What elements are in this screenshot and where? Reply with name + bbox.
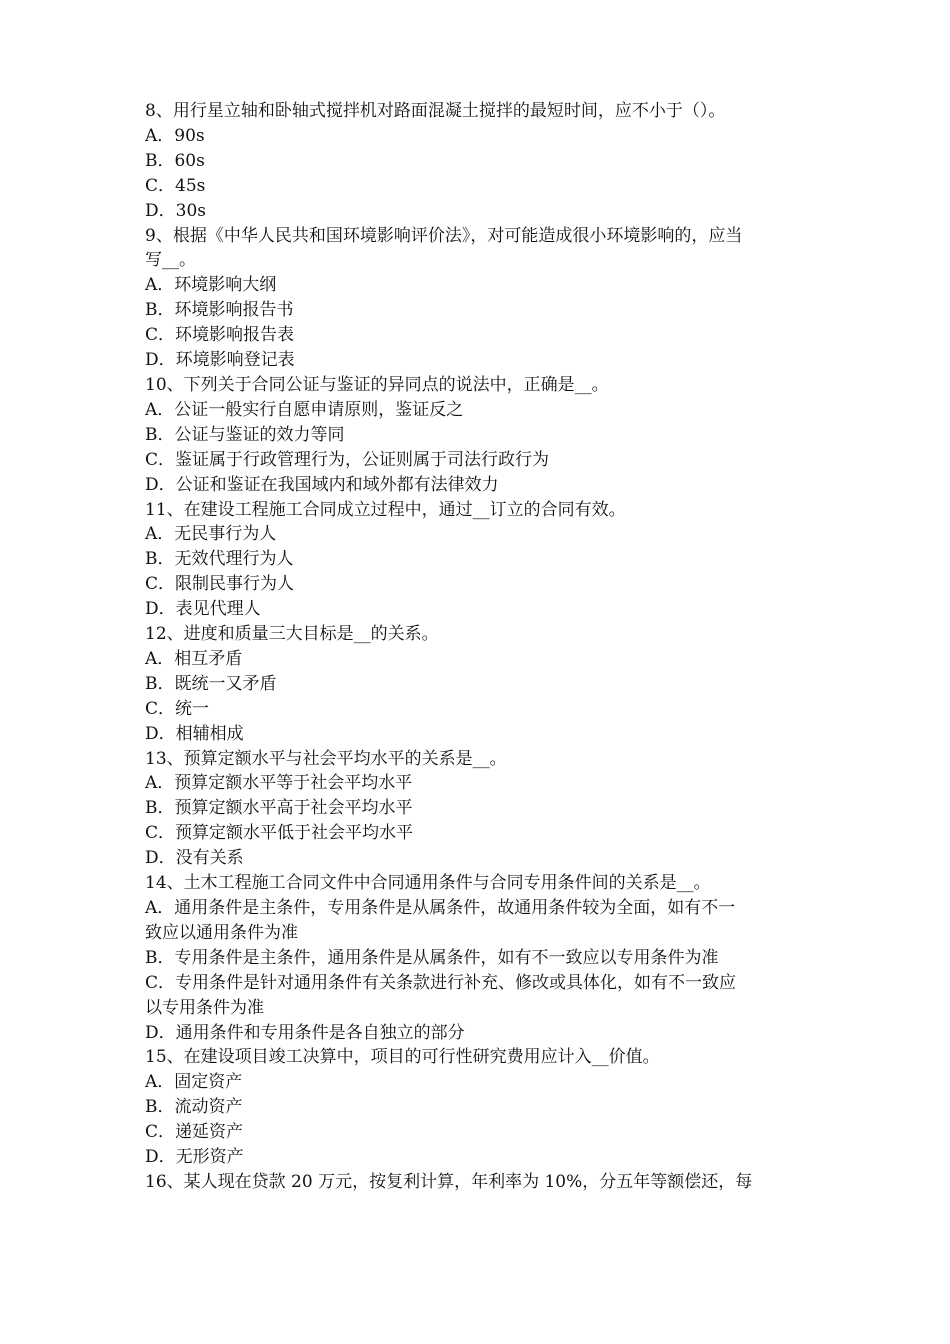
question-13-option-a: A．预算定额水平等于社会平均水平 xyxy=(145,773,413,794)
question-15-option-d: D．无形资产 xyxy=(145,1147,244,1168)
question-13-option-c: C．预算定额水平低于社会平均水平 xyxy=(145,823,414,844)
question-9-option-d: D．环境影响登记表 xyxy=(145,350,295,371)
question-15-option-b: B．流动资产 xyxy=(145,1097,243,1118)
question-14-option-c: C．专用条件是针对通用条件有关条款进行补充、修改或具体化，如有不一致应 xyxy=(145,972,737,993)
question-12-option-a: A．相互矛盾 xyxy=(145,648,243,669)
question-8-option-c: C．45s xyxy=(145,175,206,196)
question-14-text: 14、土木工程施工合同文件中合同通用条件与合同专用条件间的关系是__。 xyxy=(145,873,711,894)
question-11-text: 11、在建设工程施工合同成立过程中，通过__订立的合同有效。 xyxy=(145,499,626,520)
question-11-option-d: D．表见代理人 xyxy=(145,599,261,620)
question-11-option-b: B．无效代理行为人 xyxy=(145,549,294,570)
question-13-option-b: B．预算定额水平高于社会平均水平 xyxy=(145,798,413,819)
question-9-option-c: C．环境影响报告表 xyxy=(145,325,295,346)
question-11-option-a: A．无民事行为人 xyxy=(145,524,277,545)
question-8-text: 8、用行星立轴和卧轴式搅拌机对路面混凝土搅拌的最短时间，应不小于（）。 xyxy=(145,101,726,121)
question-10-option-a: A．公证一般实行自愿申请原则，鉴证反之 xyxy=(145,399,464,420)
question-16-text: 16、某人现在贷款 20 万元，按复利计算，年利率为 10%，分五年等额偿还，每 xyxy=(145,1171,753,1192)
document-page xyxy=(145,99,813,1195)
question-15-text: 15、在建设项目竣工决算中，项目的可行性研究费用应计入__价值。 xyxy=(145,1047,660,1068)
question-10-option-d: D．公证和鉴证在我国域内和域外都有法律效力 xyxy=(145,474,499,495)
question-8-option-a: A．90s xyxy=(145,125,205,146)
question-10-text: 10、下列关于合同公证与鉴证的异同点的说法中，正确是__。 xyxy=(145,374,609,395)
question-14-option-b: B．专用条件是主条件，通用条件是从属条件，如有不一致应以专用条件为准 xyxy=(145,947,719,968)
question-14-option-a: A．通用条件是主条件，专用条件是从属条件，故通用条件较为全面，如有不一 xyxy=(145,898,736,918)
question-9-text: 9、根据《中华人民共和国环境影响评价法》，对可能造成很小环境影响的，应当 xyxy=(145,225,743,246)
question-10-option-b: B．公证与鉴证的效力等同 xyxy=(145,424,345,445)
question-13-option-d: D．没有关系 xyxy=(145,848,244,869)
question-8-option-d: D．30s xyxy=(145,200,206,221)
question-14-option-c-cont: 以专用条件为准 xyxy=(145,997,264,1018)
question-14-option-d: D．通用条件和专用条件是各自独立的部分 xyxy=(145,1022,465,1043)
question-12-option-d: D．相辅相成 xyxy=(145,723,244,744)
question-12-option-b: B．既统一又矛盾 xyxy=(145,673,277,694)
question-9-text-cont: 写__。 xyxy=(145,250,196,271)
question-15-option-a: A．固定资产 xyxy=(145,1072,243,1093)
question-14-option-a-cont: 致应以通用条件为准 xyxy=(145,922,298,943)
question-8-option-b: B．60s xyxy=(145,150,205,171)
question-13-text: 13、预算定额水平与社会平均水平的关系是__。 xyxy=(145,748,507,769)
question-11-option-c: C．限制民事行为人 xyxy=(145,574,295,595)
question-9-option-b: B．环境影响报告书 xyxy=(145,300,294,321)
question-10-option-c: C．鉴证属于行政管理行为，公证则属于司法行政行为 xyxy=(145,449,550,470)
question-12-option-c: C．统一 xyxy=(145,698,210,719)
question-15-option-c: C．递延资产 xyxy=(145,1122,244,1143)
question-9-option-a: A．环境影响大纲 xyxy=(145,275,277,296)
question-12-text: 12、进度和质量三大目标是__的关系。 xyxy=(145,624,439,645)
